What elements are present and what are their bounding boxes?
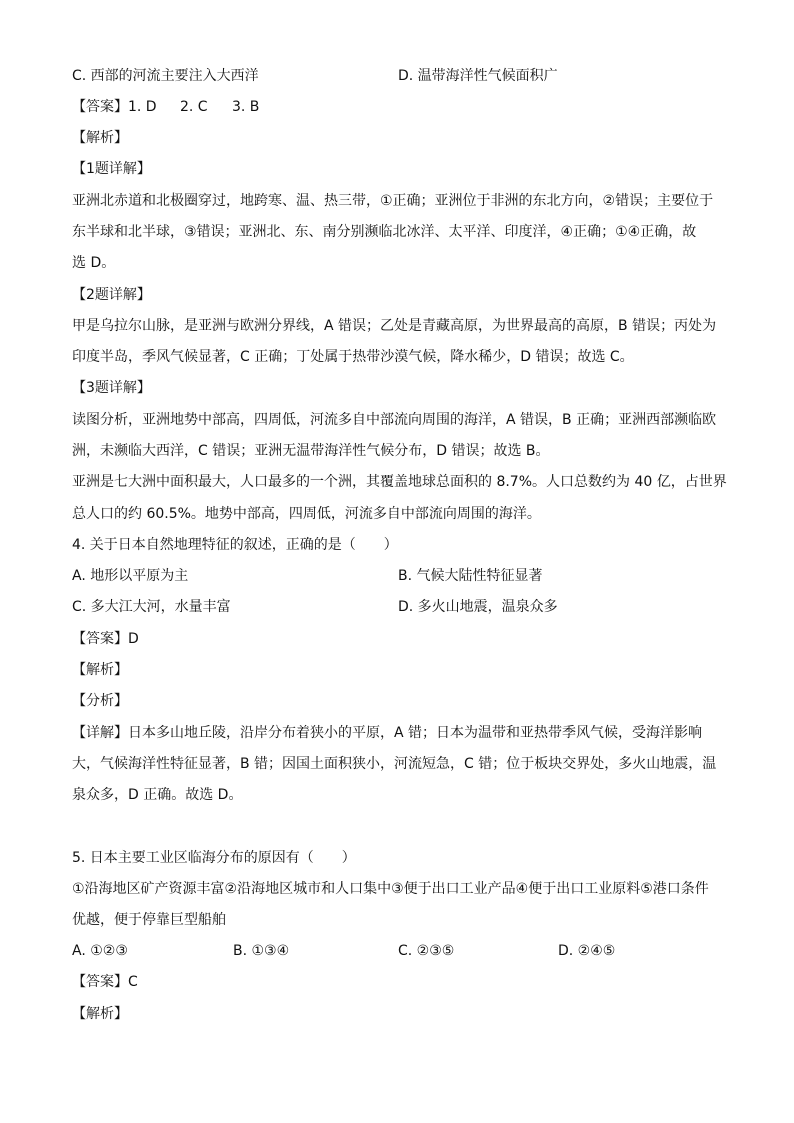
q5-line: 优越，便于停靠巨型船舶: [72, 912, 226, 928]
answer-1: 1. D: [128, 99, 157, 115]
q2-line: 印度半岛，季风气候显著，C 正确；丁处属于热带沙漠气候，降水稀少，D 错误；故选 C。: [72, 349, 634, 365]
q4-fenxi-label: 【分析】: [72, 693, 128, 709]
q3-option-row: [72, 65, 558, 87]
q4-options-row-2: [72, 596, 558, 618]
q5-answer: 【答案】C: [72, 974, 138, 990]
q3-line: 亚洲是七大洲中面积最大，人口最多的一个洲，其覆盖地球总面积的 8.7%。人口总数约为 40 亿，占世界: [72, 474, 727, 490]
answer-3: 3. B: [232, 99, 260, 115]
q5-option-d: D. ②④⑤: [558, 943, 616, 959]
analysis-label: 【解析】: [72, 130, 128, 146]
q2-detail-label: 【2题详解】: [72, 287, 151, 303]
q4-answer: 【答案】D: [72, 631, 139, 647]
q4-detail-line: 大，气候海洋性特征显著，B 错；因国土面积狭小，河流短急，C 错；位于板块交界处，多火山地震，温: [72, 756, 717, 772]
q5-options-row: [72, 940, 616, 962]
answer-label: 【答案】: [72, 99, 128, 115]
q3-line: 总人口的约 60.5%。地势中部高，四周低，河流多自中部流向周围的海洋。: [72, 506, 541, 522]
q5-option-b: B. ①③④: [233, 943, 290, 959]
q3-option-c: C. 西部的河流主要注入大西洋: [72, 68, 259, 84]
q3-line: 读图分析，亚洲地势中部高，四周低，河流多自中部流向周围的海洋，A 错误，B 正确；亚洲西部濒临欧: [72, 412, 717, 428]
q4-detail-line: 泉众多，D 正确。故选 D。: [72, 787, 243, 803]
q4-analysis-label: 【解析】: [72, 662, 128, 678]
q4-detail-line: 【详解】日本多山地丘陵，沿岸分布着狭小的平原，A 错；日本为温带和亚热带季风气候，受海洋影响: [72, 725, 703, 741]
q3-line: 洲，未濒临大西洋，C 错误；亚洲无温带海洋性气候分布，D 错误；故选 B。: [72, 443, 550, 459]
q5-option-a: A. ①②③: [72, 943, 128, 959]
q5-option-c: C. ②③⑤: [398, 943, 455, 959]
q1-line: 东半球和北半球，③错误；亚洲北、东、南分别濒临北冰洋、太平洋、印度洋，④正确；①④正确，故: [72, 224, 697, 240]
q4-option-a: A. 地形以平原为主: [72, 568, 189, 584]
q3-detail-label: 【3题详解】: [72, 380, 151, 396]
q5-stem: 5. 日本主要工业区临海分布的原因有（ ）: [72, 850, 356, 866]
q2-line: 甲是乌拉尔山脉，是亚洲与欧洲分界线，A 错误；乙处是青藏高原，为世界最高的高原，B 错误；丙处为: [72, 318, 717, 334]
q5-line: ①沿海地区矿产资源丰富②沿海地区城市和人口集中③便于出口工业产品④便于出口工业原料⑤港口条件: [72, 881, 709, 897]
q4-option-d: D. 多火山地震，温泉众多: [398, 599, 558, 615]
q1-detail-label: 【1题详解】: [72, 161, 151, 177]
q4-stem: 4. 关于日本自然地理特征的叙述，正确的是（ ）: [72, 537, 398, 553]
answers-1-3: [72, 96, 260, 118]
q4-options-row-1: [72, 565, 543, 587]
q4-option-c: C. 多大江大河，水量丰富: [72, 599, 231, 615]
answer-2: 2. C: [180, 99, 208, 115]
q5-analysis-label: 【解析】: [72, 1006, 128, 1022]
q3-option-d: D. 温带海洋性气候面积广: [398, 68, 558, 84]
q1-line: 选 D。: [72, 255, 116, 271]
q4-option-b: B. 气候大陆性特征显著: [398, 568, 543, 584]
q1-line: 亚洲北赤道和北极圈穿过，地跨寒、温、热三带，①正确；亚洲位于非洲的东北方向，②错误；主要位于: [72, 193, 714, 209]
